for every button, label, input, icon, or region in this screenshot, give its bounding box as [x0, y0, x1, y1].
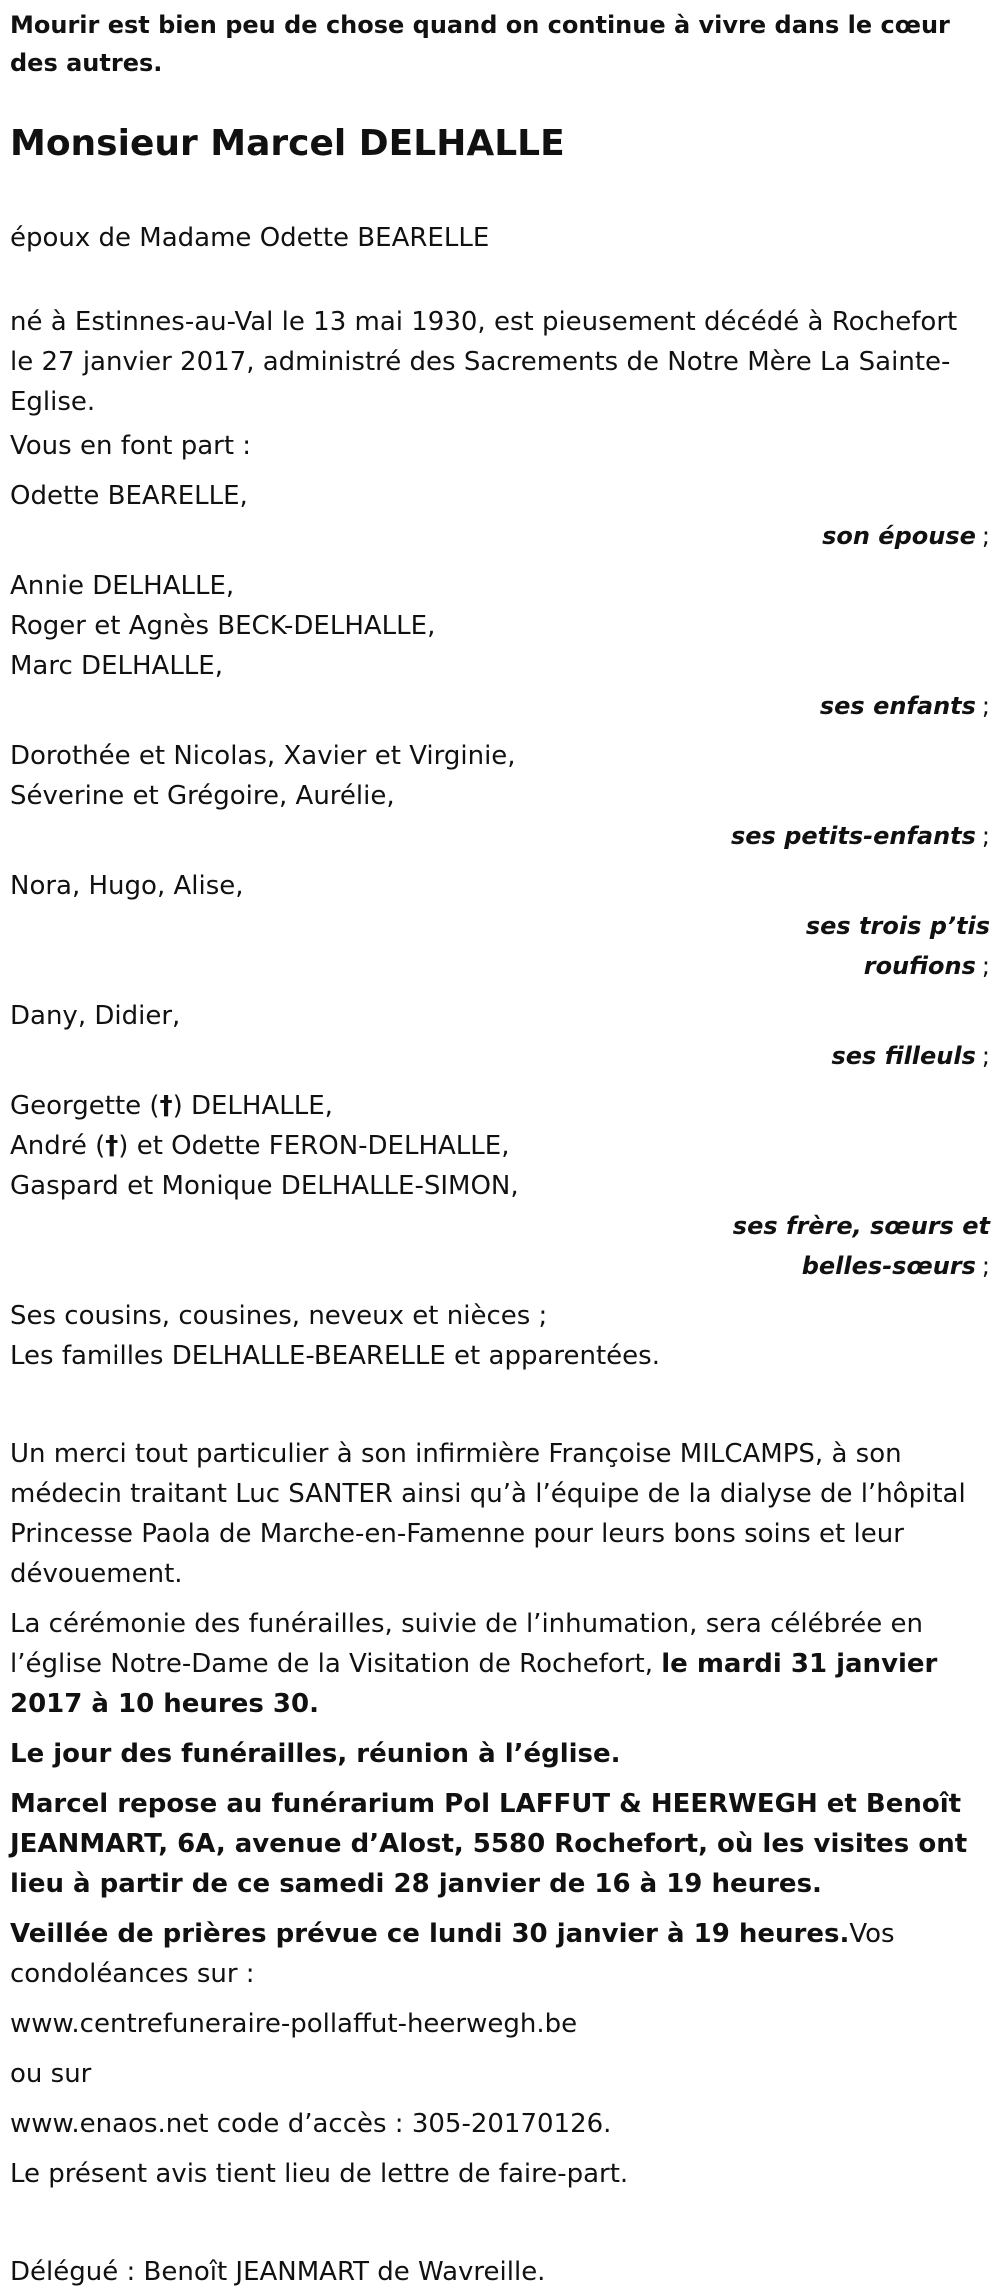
family-name-line: Séverine et Grégoire, Aurélie, — [10, 781, 395, 811]
family-name-line: Gaspard et Monique DELHALLE-SIMON, — [10, 1171, 519, 1201]
relation-text: ses trois p’tis — [805, 912, 990, 940]
semicolon: ; — [981, 1042, 990, 1070]
ceremony-paragraph — [10, 1604, 990, 1724]
relation-label — [10, 906, 990, 986]
relation-label — [10, 686, 990, 726]
funeral-home-paragraph: Marcel repose au funérarium Pol LAFFUT & HEERWEGH et Benoît JEANMART, 6A, avenue d’Alost, 5580 Rochefort, où les visites ont lieu à partir de ce samedi 28 janvier de 16 à 19 heures. — [10, 1789, 968, 1899]
relation-text: belles-sœurs — [801, 1252, 976, 1280]
condolences-text: Vos condoléances sur : — [10, 1919, 895, 1989]
family-group-children — [10, 566, 990, 726]
name-text: ) et Odette FERON-DELHALLE, — [118, 1131, 510, 1161]
condolence-website-link[interactable]: www.centrefuneraire-pollaffut-heerwegh.be — [10, 2009, 578, 2039]
name-text: André ( — [10, 1131, 106, 1161]
name-text: ) DELHALLE, — [172, 1091, 333, 1121]
or-line: ou sur — [10, 2059, 92, 2089]
relation-label — [10, 816, 990, 856]
notice-line: Le présent avis tient lieu de lettre de faire-part. — [10, 2159, 629, 2189]
family-group-godchildren — [10, 996, 990, 1076]
vigil-paragraph — [10, 1914, 990, 1994]
family-name-line: Nora, Hugo, Alise, — [10, 871, 244, 901]
cross-icon: † — [105, 1131, 119, 1161]
family-group-roufions — [10, 866, 990, 986]
spouse-line: époux de Madame Odette BEARELLE — [10, 223, 490, 253]
semicolon: ; — [981, 952, 990, 980]
semicolon: ; — [981, 692, 990, 720]
cross-icon: † — [159, 1091, 173, 1121]
relation-label — [10, 516, 990, 556]
cousins-line: Ses cousins, cousines, neveux et nièces ; — [10, 1301, 548, 1331]
relation-text: ses frère, sœurs et — [732, 1212, 990, 1240]
relation-text: son épouse — [822, 522, 976, 550]
family-name-line: Dany, Didier, — [10, 1001, 181, 1031]
meeting-line: Le jour des funérailles, réunion à l’église. — [10, 1739, 621, 1769]
semicolon: ; — [981, 822, 990, 850]
relation-label — [10, 1206, 990, 1286]
ceremony-text: La cérémonie des funérailles, suivie de l’inhumation, sera célébrée en l’église Notre-Dame de la Visitation de Rochefort, — [10, 1609, 923, 1679]
family-group-spouse — [10, 476, 990, 556]
semicolon: ; — [981, 522, 990, 550]
vigil-text: Veillée de prières prévue ce lundi 30 janvier à 19 heures. — [10, 1919, 850, 1949]
semicolon: ; — [981, 1252, 990, 1280]
relation-text: ses enfants — [819, 692, 976, 720]
thanks-paragraph: Un merci tout particulier à son infirmière Françoise MILCAMPS, à son médecin traitant Luc SANTER ainsi qu’à l’équipe de la dialyse de l’hôpital Princesse Paola de Marche-en-Famenne pour leurs bons soins et leur dévouement. — [10, 1439, 966, 1589]
family-name-line: Odette BEARELLE, — [10, 481, 248, 511]
family-group-grandchildren — [10, 736, 990, 856]
deceased-name: Monsieur Marcel DELHALLE — [10, 123, 565, 164]
family-name-line: Marc DELHALLE, — [10, 651, 223, 681]
families-line: Les familles DELHALLE-BEARELLE et apparentées. — [10, 1341, 660, 1371]
relation-text: roufions — [863, 952, 976, 980]
family-group-siblings — [10, 1086, 990, 1286]
relation-label — [10, 1036, 990, 1076]
announcement-intro: Vous en font part : — [10, 431, 252, 461]
name-text: Georgette ( — [10, 1091, 160, 1121]
ceremony-date: le mardi 31 janvier 2017 à 10 heures 30. — [10, 1649, 938, 1719]
epitaph-quote: Mourir est bien peu de chose quand on continue à vivre dans le cœur des autres. — [10, 11, 950, 77]
extended-family — [10, 1296, 990, 1376]
family-name-line — [10, 1126, 990, 1166]
enaos-link[interactable]: www.enaos.net code d’accès : 305-20170126. — [10, 2109, 612, 2139]
family-name-line: Roger et Agnès BECK-DELHALLE, — [10, 611, 436, 641]
delegate-line: Délégué : Benoît JEANMART de Wavreille. — [10, 2257, 546, 2287]
family-name-line: Annie DELHALLE, — [10, 571, 235, 601]
relation-text: ses petits-enfants — [730, 822, 976, 850]
family-name-line — [10, 1086, 990, 1126]
relation-text: ses filleuls — [831, 1042, 976, 1070]
birth-death-line: né à Estinnes-au-Val le 13 mai 1930, est pieusement décédé à Rochefort le 27 janvier 2017, administré des Sacrements de Notre Mère La Sainte-Eglise. — [10, 307, 958, 417]
family-name-line: Dorothée et Nicolas, Xavier et Virginie, — [10, 741, 516, 771]
obituary-notice — [10, 0, 990, 2292]
